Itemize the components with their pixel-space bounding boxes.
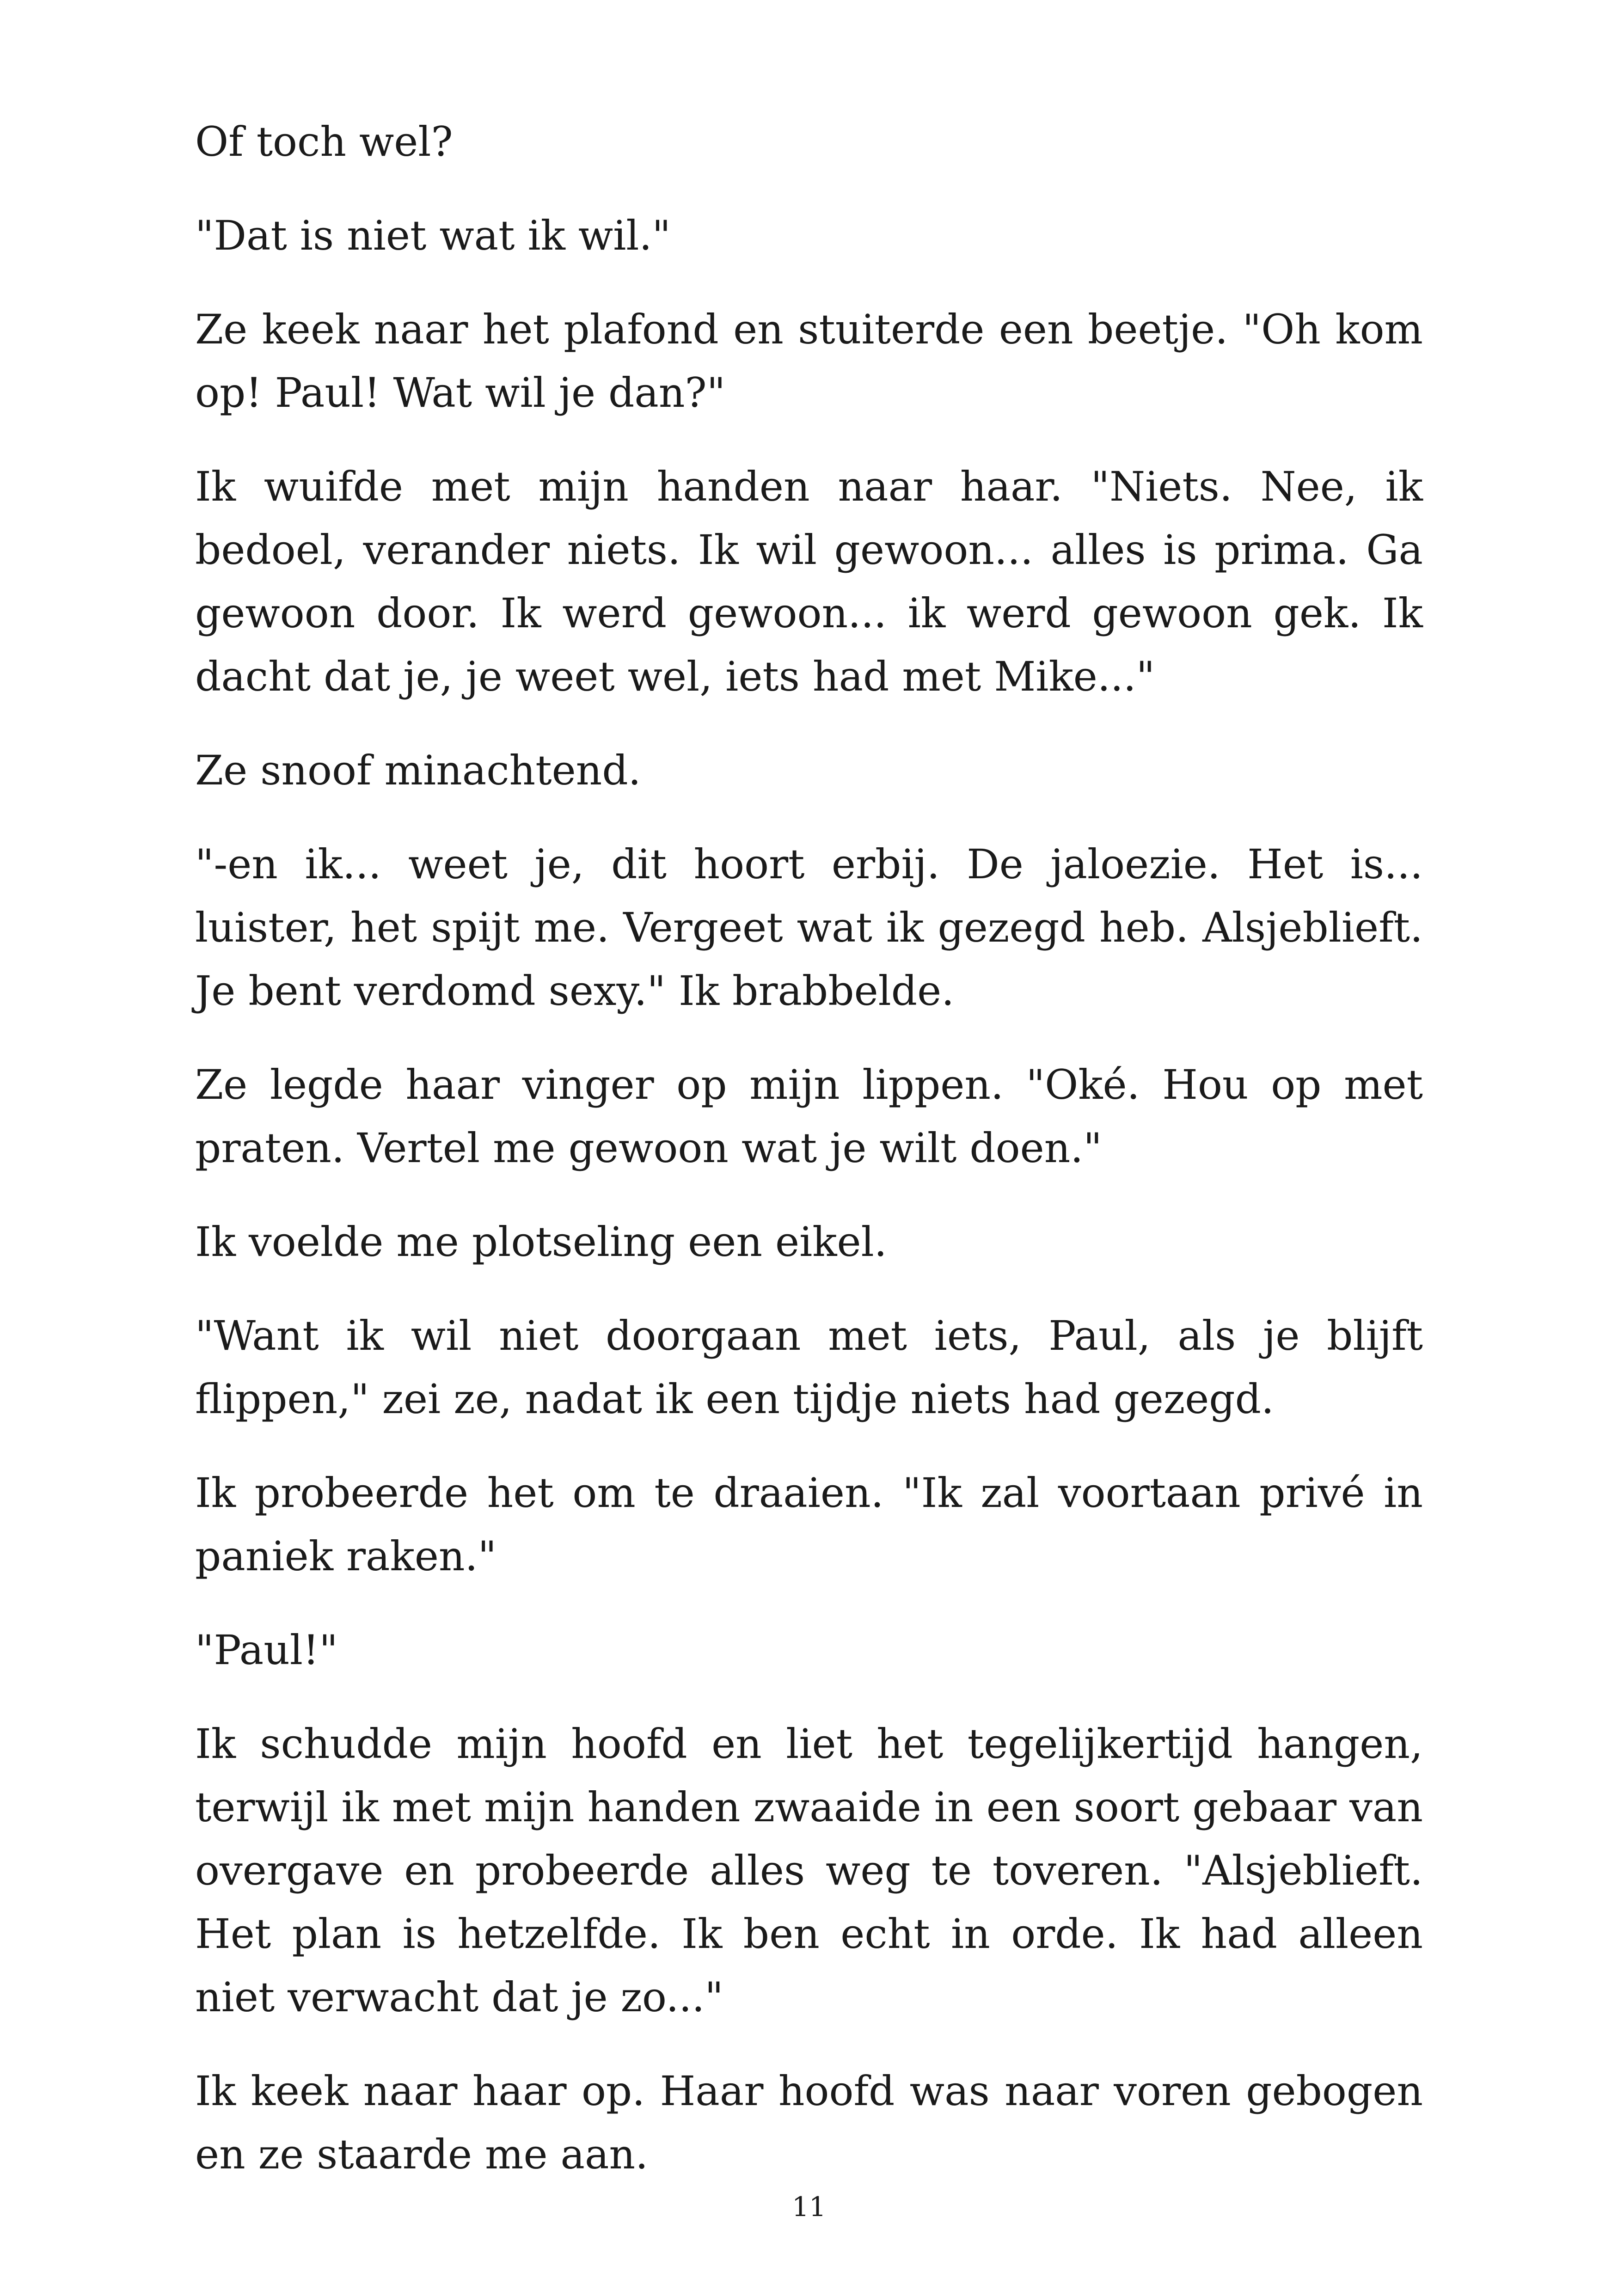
paragraph: Ik keek naar haar op. Haar hoofd was naar voren gebogen en ze staarde me aan. [195, 2067, 1423, 2178]
paragraph: Ze keek naar het plafond en stuiterde een beetje. "Oh kom op! Paul! Wat wil je dan?" [195, 306, 1423, 416]
paragraph: "Dat is niet wat ik wil." [195, 212, 671, 259]
paragraph: Ze snoof minachtend. [195, 747, 641, 794]
paragraph: "Paul!" [195, 1626, 338, 1674]
paragraph: "Want ik wil niet doorgaan met iets, Paul, als je blijft flippen," zei ze, nadat ik een tijdje niets had gezegd. [195, 1312, 1423, 1423]
paragraph: Ik probeerde het om te draaien. "Ik zal voortaan privé in paniek raken." [195, 1469, 1423, 1580]
paragraph: Ik wuifde met mijn handen naar haar. "Niets. Nee, ik bedoel, verander niets. Ik wil gewoon... alles is prima. Ga gewoon door. Ik werd gewoon... ik werd gewoon gek. Ik dacht dat je, je weet wel, iets had met Mike..." [195, 463, 1423, 700]
paragraph: "-en ik... weet je, dit hoort erbij. De jaloezie. Het is... luister, het spijt me. Vergeet wat ik gezegd heb. Alsjeblieft. Je bent verdomd sexy." Ik brabbelde. [195, 840, 1423, 1015]
page-number: 11 [792, 2191, 826, 2223]
paragraph: Ze legde haar vinger op mijn lippen. "Oké. Hou op met praten. Vertel me gewoon wat je wilt doen." [195, 1061, 1423, 1172]
paragraph: Ik voelde me plotseling een eikel. [195, 1218, 887, 1266]
body-text [195, 110, 1423, 2186]
paragraph: Ik schudde mijn hoofd en liet het tegelijkertijd hangen, terwijl ik met mijn handen zwaaide in een soort gebaar van overgave en probeerde alles weg te toveren. "Alsjeblieft. Het plan is hetzelfde. Ik ben echt in orde. Ik had alleen niet verwacht dat je zo..." [195, 1720, 1423, 2021]
paragraph: Of toch wel? [195, 118, 453, 165]
